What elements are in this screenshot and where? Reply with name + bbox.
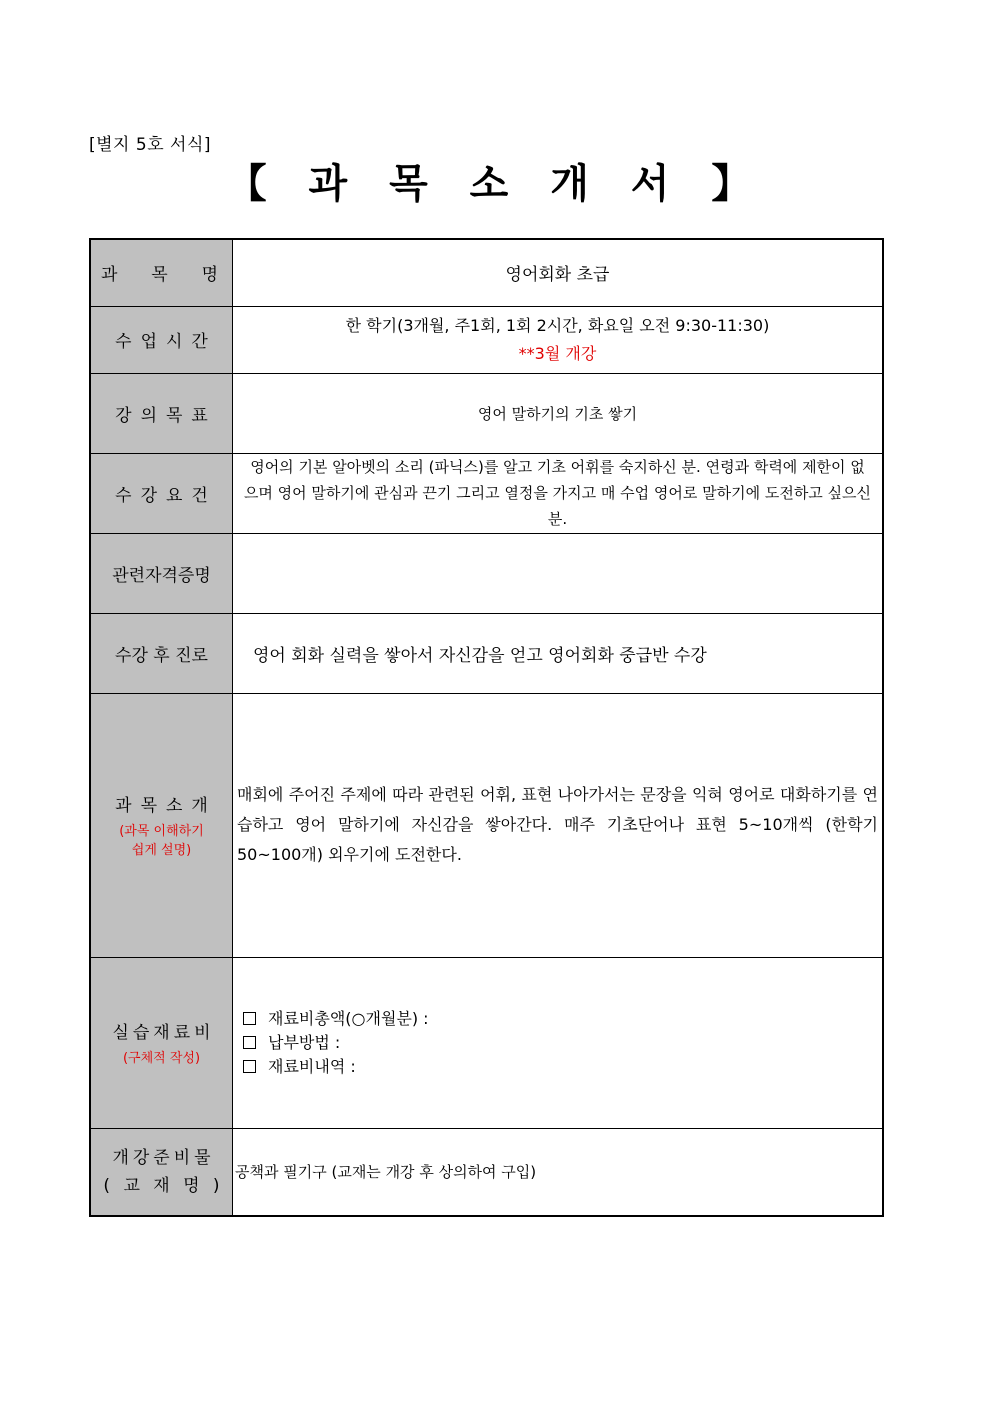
- value-class-time: [233, 306, 884, 373]
- form-number: [별지 5호 서식]: [89, 135, 211, 155]
- material-fee-note: (구체적 작성): [122, 1050, 201, 1066]
- label-certificate: 관련자격증명: [90, 533, 233, 613]
- intro-text: 매회에 주어진 주제에 따라 관련된 어휘, 표현 나아가서는 문장을 익혀 영어로 대화하기를 연습하고 영어 말하기에 자신감을 쌓아간다. 매주 기초단어나 표현 5~10개씩 (한학기 50~100개) 외우기에 도전한다.: [237, 785, 878, 864]
- row-certificate: [90, 533, 883, 613]
- material-fee-list: [233, 1007, 882, 1079]
- material-fee-item: 납부방법 :: [243, 1031, 882, 1055]
- value-goal: 영어 말하기의 기초 쌓기: [233, 373, 884, 453]
- class-time-note: **3월 개강: [518, 343, 597, 363]
- row-material-fee: [90, 957, 883, 1128]
- label-goal: 강의목표: [90, 373, 233, 453]
- checkbox-icon: [243, 1060, 256, 1073]
- label-prep: 개강준비물 ( 교 재 명 ): [90, 1128, 233, 1216]
- value-intro: [233, 693, 884, 957]
- row-course-name: [90, 239, 883, 306]
- value-material-fee: [233, 957, 884, 1128]
- course-intro-table: [89, 238, 884, 1217]
- row-intro: [90, 693, 883, 957]
- value-prep: [233, 1128, 884, 1216]
- prep-text: 공책과 필기구 (교재는 개강 후 상의하여 구입): [235, 1163, 537, 1182]
- row-class-time: [90, 306, 883, 373]
- label-char: 목: [151, 265, 168, 286]
- label-char: 명: [201, 265, 218, 286]
- checkbox-icon: [243, 1012, 256, 1025]
- row-requirements: [90, 453, 883, 533]
- label-material-fee: 실습재료비 (구체적 작성): [90, 957, 233, 1128]
- intro-note: (과목 이해하기 쉽게 설명): [119, 823, 204, 858]
- value-course-name: 영어회화 초급: [233, 239, 884, 306]
- label-career: 수강 후 진로: [90, 613, 233, 693]
- class-time-text: 한 학기(3개월, 주1회, 1회 2시간, 화요일 오전 9:30-11:30): [345, 315, 770, 335]
- requirements-text: 영어의 기본 알아벳의 소리 (파닉스)를 알고 기초 어휘를 숙지하신 분. 연령과 학력에 제한이 없으며 영어 말하기에 관심과 끈기 그리고 열정을 가지고 매 수업 영어로 말하기에 도전하고 싶으신 분.: [243, 458, 872, 528]
- label-class-time: 수업시간: [90, 306, 233, 373]
- row-goal: [90, 373, 883, 453]
- document-title: 【 과 목 소 개 서 】: [226, 161, 766, 207]
- row-prep: [90, 1128, 883, 1216]
- checkbox-icon: [243, 1036, 256, 1049]
- value-certificate: [233, 533, 884, 613]
- career-text: 영어 회화 실력을 쌓아서 자신감을 얻고 영어회화 중급반 수강: [253, 645, 707, 666]
- value-career: [233, 613, 884, 693]
- label-course-name: [90, 239, 233, 306]
- label-intro: 과목소개 (과목 이해하기 쉽게 설명): [90, 693, 233, 957]
- value-requirements: [233, 453, 884, 533]
- label-requirements: 수강요건: [90, 453, 233, 533]
- material-fee-item: 재료비총액(○개월분) :: [243, 1007, 882, 1031]
- material-fee-item: 재료비내역 :: [243, 1055, 882, 1079]
- row-career: [90, 613, 883, 693]
- label-char: 과: [101, 265, 118, 286]
